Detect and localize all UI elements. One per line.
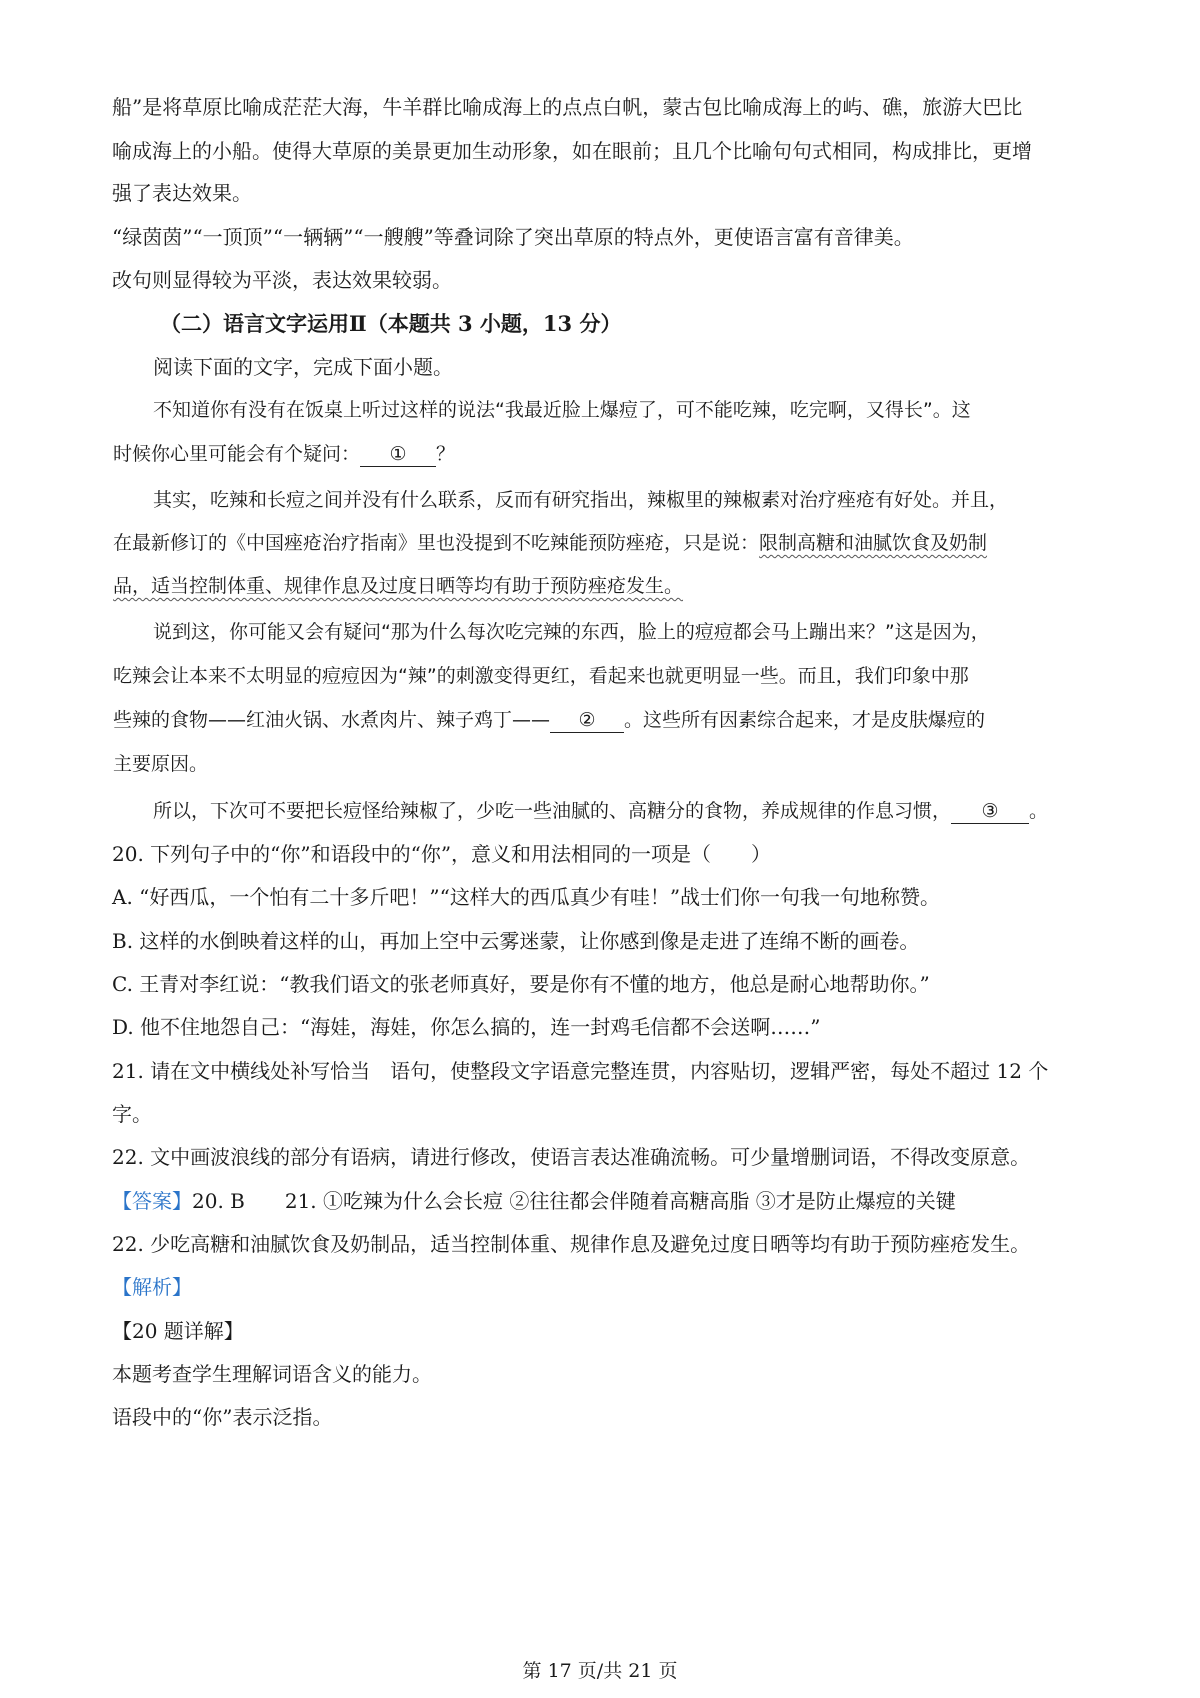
question-20: 20. 下列句子中的“你”和语段中的“你”，意义和用法相同的一项是（ ） xyxy=(112,842,772,866)
question-21-cont: 字。 xyxy=(112,1102,152,1126)
wavy-underlined-text: 品，适当控制体重、规律作息及过度日晒等均有助于预防痤疮发生。 xyxy=(113,575,684,597)
detail-heading: 【20 题详解】 xyxy=(112,1319,244,1343)
blank-2: ② xyxy=(550,708,624,733)
option-d: D. 他不住地怨自己：“海娃，海娃，你怎么搞的，连一封鸡毛信都不会送啊……” xyxy=(112,1015,821,1039)
passage-line: 吃辣会让本来不太明显的痘痘因为“辣”的刺激变得更红，看起来也就更明显一些。而且，我们印象中那 xyxy=(113,665,969,687)
option-a: A. “好西瓜，一个怕有二十多斤吧！”“这样大的西瓜真少有哇！”战士们你一句我一句地称赞。 xyxy=(112,885,941,909)
blank-1: ① xyxy=(360,442,436,467)
passage-text: 时候你心里可能会有个疑问： xyxy=(113,443,361,465)
analysis-text-line: 改句则显得较为平淡，表达效果较弱。 xyxy=(112,268,452,292)
section-instruction: 阅读下面的文字，完成下面小题。 xyxy=(153,355,453,379)
passage-text: 些辣的食物——红油火锅、水煮肉片、辣子鸡丁—— xyxy=(113,709,551,731)
passage-line xyxy=(113,528,987,558)
analysis-text-line: 船”是将草原比喻成茫茫大海，牛羊群比喻成海上的点点白帆，蒙古包比喻成海上的屿、礁，旅游大巴比 xyxy=(112,95,1023,119)
answer-22: 22. 少吃高糖和油腻饮食及奶制品，适当控制体重、规律作息及避免过度日晒等均有助于预防痤疮发生。 xyxy=(112,1232,1031,1256)
analysis-text-line: 强了表达效果。 xyxy=(112,181,252,205)
passage-line xyxy=(113,705,985,735)
section-heading: （二）语言文字运用Ⅱ（本题共 3 小题，13 分） xyxy=(160,311,622,336)
passage-line: 主要原因。 xyxy=(113,753,209,775)
analysis-text-line: “绿茵茵”“一顶顶”“一辆辆”“一艘艘”等叠词除了突出草原的特点外，更使语言富有音律美。 xyxy=(112,225,914,249)
passage-line xyxy=(113,571,683,601)
page-footer: 第 17 页/共 21 页 xyxy=(522,1660,678,1682)
answer-line xyxy=(112,1186,956,1216)
passage-text: 。 xyxy=(1029,800,1049,822)
passage-text: 在最新修订的《中国痤疮治疗指南》里也没提到不吃辣能预防痤疮，只是说： xyxy=(113,532,760,554)
wavy-underlined-text: 限制高糖和油腻饮食及奶制 xyxy=(759,532,988,554)
question-21: 21. 请在文中横线处补写恰当 语句，使整段文字语意完整连贯，内容贴切，逻辑严密，每处不超过 12 个 xyxy=(112,1059,1049,1083)
passage-line xyxy=(113,439,455,469)
passage-line: 其实，吃辣和长痘之间并没有什么联系，反而有研究指出，辣椒里的辣椒素对治疗痤疮有好处。并且， xyxy=(153,489,1009,511)
option-b: B. 这样的水倒映着这样的山，再加上空中云雾迷蒙，让你感到像是走进了连绵不断的画卷。 xyxy=(112,929,920,953)
passage-line: 说到这，你可能又会有疑问“那为什么每次吃完辣的东西，脸上的痘痘都会马上蹦出来？”这是因为， xyxy=(153,621,990,643)
answer-tag: 【答案】 xyxy=(112,1189,192,1213)
passage-text: 所以，下次可不要把长痘怪给辣椒了，少吃一些油腻的、高糖分的食物，养成规律的作息习惯， xyxy=(153,800,952,822)
option-c: C. 王青对李红说：“教我们语文的张老师真好，要是你有不懂的地方，他总是耐心地帮助你。” xyxy=(112,972,930,996)
question-22: 22. 文中画波浪线的部分有语病，请进行修改，使语言表达准确流畅。可少量增删词语，不得改变原意。 xyxy=(112,1145,1031,1169)
analysis-line: 本题考查学生理解词语含义的能力。 xyxy=(112,1362,432,1386)
passage-line: 不知道你有没有在饭桌上听过这样的说法“我最近脸上爆痘了，可不能吃辣，吃完啊，又得长”。这 xyxy=(153,399,971,421)
analysis-text-line: 喻成海上的小船。使得大草原的美景更加生动形象，如在眼前；且几个比喻句句式相同，构成排比，更增 xyxy=(112,139,1032,163)
answer-text: 20. B 21. ①吃辣为什么会长痘 ②往往都会伴随着高糖高脂 ③才是防止爆痘的关键 xyxy=(192,1189,956,1213)
passage-line xyxy=(153,796,1048,826)
analysis-tag: 【解析】 xyxy=(112,1275,192,1299)
passage-text: ？ xyxy=(436,443,456,465)
passage-text: 。这些所有因素综合起来，才是皮肤爆痘的 xyxy=(624,709,986,731)
analysis-line: 语段中的“你”表示泛指。 xyxy=(112,1405,333,1429)
blank-3: ③ xyxy=(951,799,1029,824)
